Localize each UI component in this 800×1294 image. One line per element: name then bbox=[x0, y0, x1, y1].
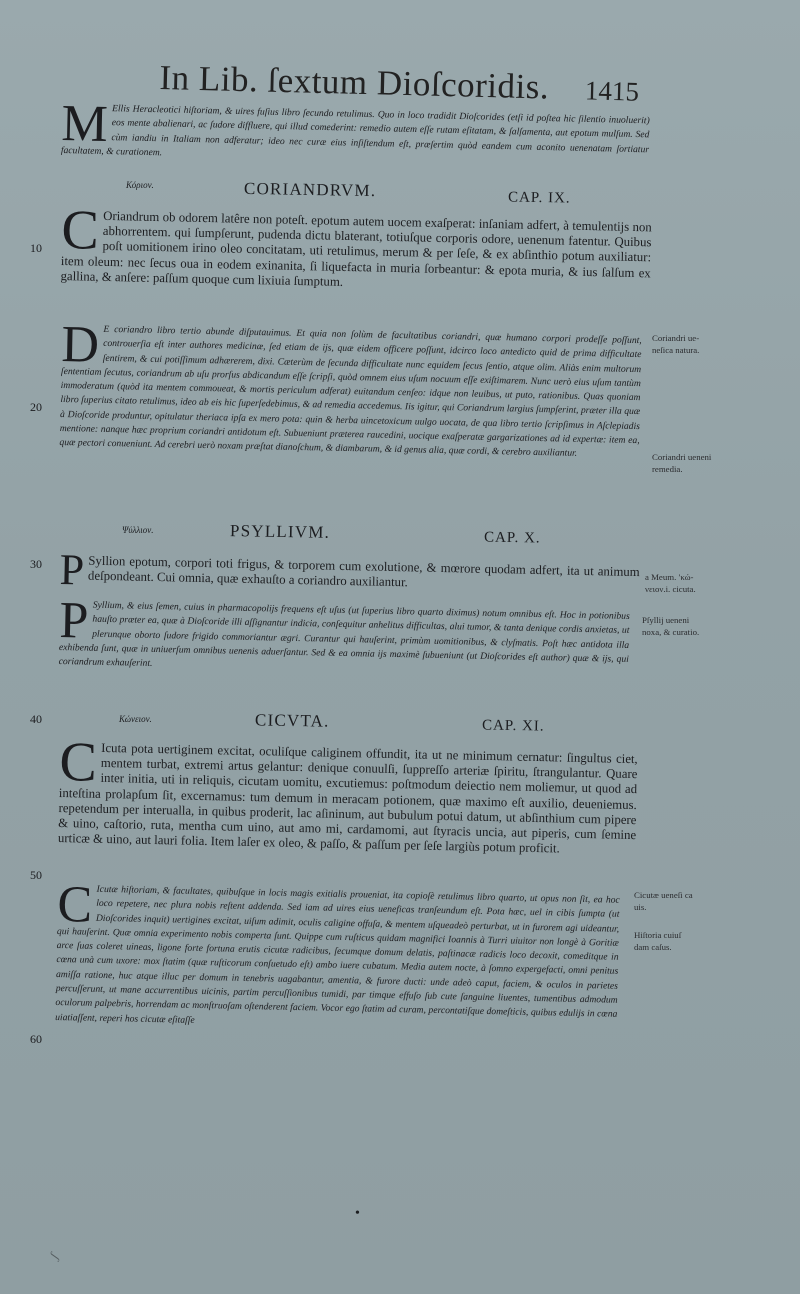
marginal-note: Cicutæ ueneſi ca uis. bbox=[634, 890, 693, 912]
section-heading: PSYLLIVM. bbox=[229, 521, 331, 542]
line-number: 30 bbox=[30, 557, 42, 571]
commentary-body: Syllium, & eius ſemen, cuius in pharmacopolijs frequens eſt uſus (ut ſuperius libro quarto diximus) notum omnibus eſt. Hoc in potionibus hauſto præter ea, quæ à Dioſcoride illi aſſignantur indicia, conſequitur anhelitus difficultas, alui tumor, & tanta denique cordis anxietas, ut plerunque oborto ſudore frigido commoriantur ægri. Curantur qui hauſerint, primùm uomitionibus, & clyſmatis. Poſt hæc antidota illa exhibenda ſunt, quæ in uniuerſum omnibus uenenis aduerſantur. Sed & ea omnia ijs maximè ſubueniunt (ut Dioſcorides eſt author) quæ & ijs, qui coriandrum exhauſerint. bbox=[58, 599, 630, 670]
intro-commentary bbox=[60, 95, 650, 172]
commentary-dropcap: C bbox=[56, 876, 93, 934]
section-dropcap: C bbox=[58, 731, 98, 794]
section-commentary bbox=[59, 316, 642, 463]
intro-text: Ellis Heracleotici hiſtoriam, & uires fuſius libro ſecundo retulimus. Quo in loco tradidit Dioſcorides (etſi id poſtea hic ſilentio inuoluerit) eos mente abalienari, ac ſudore diffluere, qui illud comederint: remedio autem eſſe rutam eſitatam, & ſalſamenta, aut epotum mulſum. Sed cùm iandiu in Italiam non adferatur; ideo nec curæ eius inſiſtendum eſt, præſertim quòd eandem cum aconito uenenatam ſortiatur facultatem, & curationem. bbox=[60, 103, 650, 159]
marginal-note: a Meum. ʹκώνειον.i. cicuta. bbox=[645, 572, 696, 594]
commentary-dropcap: D bbox=[60, 316, 100, 374]
section-cap: CAP. IX. bbox=[507, 189, 571, 207]
section-greek-name: Κόριον. bbox=[126, 180, 154, 190]
section-cap: CAP. XI. bbox=[481, 717, 545, 735]
marginal-note: Coriandri ueneſica natura. bbox=[652, 333, 700, 355]
section-commentary bbox=[58, 592, 630, 681]
section-greek-name: Κώνειον. bbox=[119, 714, 152, 724]
running-header-title: In Lib. ſextum Dioſcoridis. bbox=[159, 58, 550, 107]
section-main-body: Syllion epotum, corpori toti frigus, & torporem cum exolutione, & mœrore quodam adfert, ita ut animum deſpondeant. Cui omnia, quæ exhauſto a coriandro auxiliantur. bbox=[87, 553, 640, 590]
line-number: 20 bbox=[30, 400, 42, 414]
section-greek-name: Ψύλλιον. bbox=[122, 525, 154, 535]
line-number: 40 bbox=[30, 712, 42, 726]
section-main-text bbox=[57, 731, 638, 859]
intro-dropcap: M bbox=[60, 95, 109, 154]
section-main-body: Icuta pota uertiginem excitat, oculiſque caliginem offundit, ita ut ne minimum cernatur: ſingultus ciet, mentem turbat, extremi artus gelantur: denique conuulſi, ſuppreſſo arteriæ ſpiritu, ſtrangulantur. Quare inter initia, uti in reliquis, cicutam uomitu, excutiemus: poſtmodum deiectio nem moliemur, ut quod ad inteſtina prolapſum ſit, excernamus: tum demum in meracam potionem, quæ maximo eſt auxilio, deueniemus. repetendum per interualla, in quibus proderit, lac aſininum, aut bubulum potui datum, ut abſinthium cum pipere & uino, caſtorio, ruta, mentha cum uino, aut amo mi, cardamomi, aut ſtyracis uncia, aut piperis, cum ſemine urticæ & uino, aut lauri folia. Item laſer ex oleo, & paſſo, & paſſum per ſeſe largiùs potum proficit. bbox=[57, 740, 638, 856]
section-main-text bbox=[60, 199, 652, 296]
line-number: 10 bbox=[30, 241, 42, 255]
stray-scratch-mark: ʃ bbox=[46, 1249, 62, 1262]
section-main-body: Oriandrum ob odorem latêre non poteſt. epotum autem uocem exaſperat: inſaniam adfert, à temulentijs non abhorrentem. qui ſumpſerunt, pudenda dictu blaterant, totiuſque corporis odore, uenenum fatentur. Quibus poſt uomitionem irino oleo concitatam, uti retulimus, merum & per ſeſe, & ex abſinthio potum auxiliatur: item oleum: nec ſecus oua in eodem exinanita, ſi liquefacta in muria ſorbeantur: & epota muria, & ius ſalſum ex gallina, & anſere: paſſum quoque cum lixiuia ſumptum. bbox=[60, 208, 652, 289]
page-number: 1415 bbox=[584, 75, 640, 107]
section-dropcap: P bbox=[59, 545, 85, 595]
section-heading: CORIANDRVM. bbox=[243, 178, 377, 201]
marginal-note: Hiſtoria cuiuſ dam caſus. bbox=[634, 930, 682, 952]
section-cap: CAP. X. bbox=[483, 529, 541, 547]
stray-ink-dot: • bbox=[355, 1206, 360, 1221]
section-heading: CICVTA. bbox=[254, 710, 330, 731]
section-dropcap: C bbox=[60, 199, 100, 262]
section-commentary bbox=[55, 876, 620, 1037]
line-number: 60 bbox=[30, 1032, 42, 1046]
commentary-dropcap: P bbox=[58, 592, 90, 650]
section-main-text bbox=[59, 545, 640, 597]
commentary-body: E coriandro libro tertio abunde diſputauimus. Et quia non ſolùm de facultatibus coriandri, quæ humano corpori prodeſſe poſſunt, controuerſia eſt inter authores medicinæ, ſed etiam de ijs, quæ eidem officere poſſunt, idcirco loco antedicto quid de prima difficultate ſentirem, & cui potiſſimum adhærerem, dixi. Cæterùm de ſecunda difficultate nunc equidem ſecus ſentio, atque olim. Aliàs enim multorum ſententiam ſecutus, coriandrum ab uſu prorſus abdicandum eſſe ſcripſi, quòd omnem eius uſum nocuum eſſe exiſtimarem. Nunc uerò eius uſum tantùm immoderatum (quòd ita mentem commoueat, & mortis periculum adferat) euitandum cenſeo: idque non leuibus, ut puto, rationibus. Quas quoniam libro ſuperius citato retulimus, ideo ab eis hic ſuperſedebimus, & ad remedia accedemus. Iis igitur, qui Coriandrum largius ſumpſerint, præter illa quæ à Dioſcoride produntur, opitulatur theriaca ipſa ex mero pota: quin & herba uincetoxicum uulgo uocata, de qua libro tertio ſcripſimus in Aſclepiadis mentione: nanque hæc proprium coriandri antidotum eſt. Subueniunt præterea raucedini, uocique exaſperatæ gargarizationes ad id expertæ: item ea, quæ pectori conueniunt. Ad cerebri uerò noxam præſtat dianoſchum, & diambarum, & id genus alia, quæ cordi, & cerebro auxiliantur. bbox=[59, 323, 642, 460]
commentary-body: Icutæ hiſtoriam, & facultates, quibuſque in locis magis exitialis proueniat, ita copioſè retulimus libro quarto, ut opus non ſit, ea hoc loco repetere, nec plura nobis reſtent addenda. Sed iam ad uires eius ueneficas tranſeundum eſt. Pota hæc, uel in cibis ſumpta (ut Dioſcorides inquit) uertigines excitat, uiſum adimit, oculis caligine offuſa, & mentem uſqueadeò perturbat, ut in furorem agi uideantur, qui hauſerint. Quæ omnia experimento nobis comperta ſunt. Quippe cum ruſticus quidam magnifici Ioannis à Turri uiuitor non longè à Goritiæ arce ſuas coleret uineas, ligone forte fortuna erutis cicutæ radicibus, ſecumque domum delatis, paſtinacæ radicis loco decoxit, comeditque in cœna unà cum uxore: mox ſtatim (quæ ruſticorum conſuetudo eſt) ambo iuere cubatum. Media autem nocte, à ſomno expergefacti, omni penitus amiſſa ratione, huc atque illuc per domum in tenebris uagabantur, amentia, & furore ducti: unde adeò caput, faciem, & oculos in parietes percuſſerunt, ut mane accurrentibus uicinis, partim percuſſionibus tumidi, par timque effuſo ſub cute ſanguine liuentes, tumentibus admodum oculorum palpebris, horrendam ac monſtruoſam oſtenderent faciem. Vocor ego ſtatim ad curam, percontatiſque domeſticis, quibus edulijs in cœna uiatiaſſent, reperi hos cicutæ eſitaſſe bbox=[55, 883, 620, 1026]
marginal-note: Pſyllij ueneni noxa, & curatio. bbox=[642, 615, 700, 637]
marginal-note: Coriandri ueneni remedia. bbox=[652, 452, 712, 474]
line-number: 50 bbox=[30, 868, 42, 882]
